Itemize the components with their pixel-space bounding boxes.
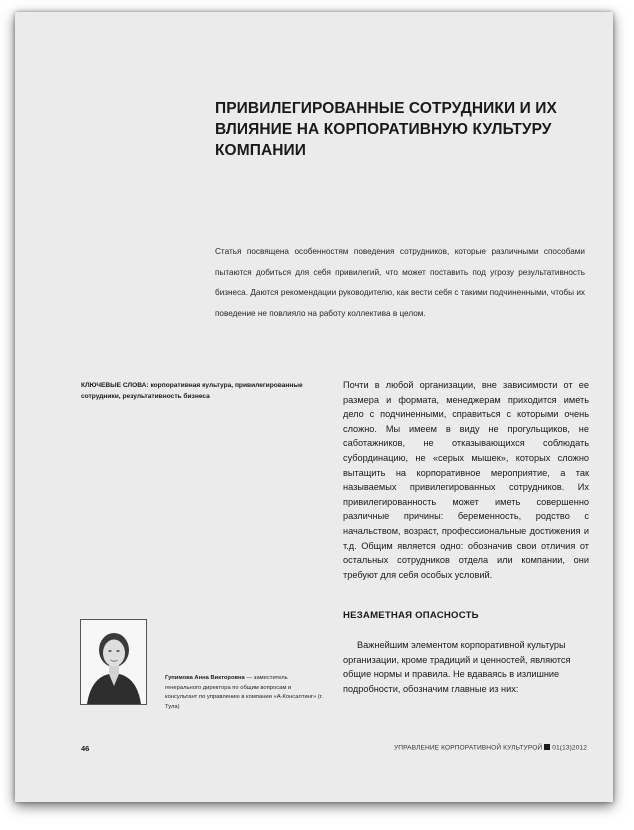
magazine-page xyxy=(15,12,613,802)
journal-name: УПРАВЛЕНИЕ КОРПОРАТИВНОЙ КУЛЬТУРОЙ xyxy=(393,744,543,752)
running-footer xyxy=(394,744,587,752)
body-paragraph-1: Почти в любой организации, вне зависимости от ее размера и формата, менеджерам приходится иметь дело с подчиненными, справиться с которыми очень сложно. Мы имеем в виду не прогульщиков, не саботажников, не отказывающихся соблюдать субординацию, не «серых мышек», которых сложно вытащить на корпоративное мероприятие, а так называемых привилегированных сотрудников. Их привилегированность может иметь совершенно различные причины: беременность, родство с начальством, возраст, профессиональные достижения и т.д. Общим является одно: обозначив свои отличия от остальных сотрудников отдела или компании, они требуют для себя особых условий. xyxy=(343,380,589,580)
article-abstract: Статья посвящена особенностям поведения сотрудников, которые различными способами пытаются добиться для себя привилегий, что может поставить под угрозу результативность бизнеса. Даются рекомендации руководителю, как вести себя с такими подчиненными, чтобы их поведение не повлияло на работу коллектива в целом. xyxy=(215,247,585,318)
keywords-block xyxy=(81,381,311,402)
author-description: — заместитель генерального директора по общим вопросам и консультант по управлению в компании «А-Консалтинг» (г. Тула) xyxy=(165,675,323,710)
issue-number: 01(13)2012 xyxy=(552,744,587,752)
keywords-label: КЛЮЧЕВЫЕ СЛОВА: xyxy=(81,382,149,389)
author-photo xyxy=(80,619,147,705)
author-name: Гупимова Анна Викторовна xyxy=(165,675,245,681)
author-portrait-icon xyxy=(81,620,146,704)
body-paragraph-2: Важнейшим элементом корпоративной культуры организации, кроме традиций и ценностей, являются общие нормы и правила. Не вдаваясь в излишние подробности, обозначим главные из них: xyxy=(343,640,571,694)
author-info xyxy=(165,674,325,712)
square-bullet-icon xyxy=(544,744,550,750)
article-title: ПРИВИЛЕГИРОВАННЫЕ СОТРУДНИКИ И ИХ ВЛИЯНИЕ НА КОРПОРАТИВНУЮ КУЛЬТУРУ КОМПАНИИ xyxy=(215,100,557,159)
keywords-list: корпоративная культура, привилегированные сотрудники, результативность бизнеса xyxy=(81,382,303,400)
page-number: 46 xyxy=(81,744,90,753)
section-heading: НЕЗАМЕТНАЯ ОПАСНОСТЬ xyxy=(343,610,479,621)
